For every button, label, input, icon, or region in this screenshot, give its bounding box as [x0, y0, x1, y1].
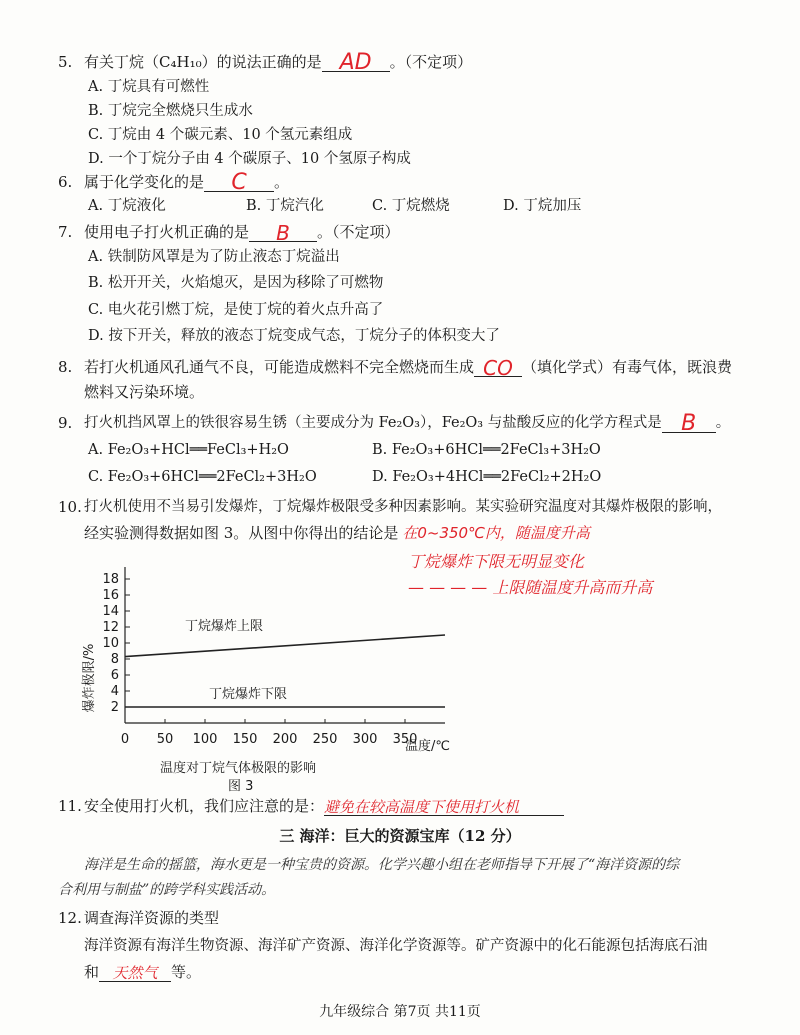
answer-blank	[322, 50, 390, 75]
question-8-continued: 燃料又污染环境。	[84, 383, 205, 401]
option: B. Fe₂O₃+6HCl══2FeCl₃+3H₂O	[372, 442, 601, 458]
handwritten-answer: B	[681, 411, 697, 436]
option: C. 电火花引燃丁烷，是使丁烷的着火点升高了	[88, 302, 384, 318]
option: A. Fe₂O₃+HCl══FeCl₃+H₂O	[88, 442, 289, 458]
chart-title: 温度对丁烷气体极限的影响	[160, 761, 317, 775]
question-number: 6.	[58, 173, 73, 191]
x-tick-label: 300	[352, 732, 378, 747]
question-text: 有关丁烷（C₄H₁₀）的说法正确的是	[84, 53, 322, 71]
x-tick-label: 100	[192, 732, 218, 747]
y-tick-label: 18	[102, 572, 119, 587]
question-7-stem: 使用电子打火机正确的是 B 。（不定项）	[84, 221, 400, 245]
handwritten-answer-line-3: — — — — 上限随温度升高而升高	[408, 578, 653, 597]
series-line	[125, 635, 445, 657]
handwritten-answer: B	[276, 221, 290, 245]
y-tick-label: 8	[110, 652, 119, 667]
question-12-text-2: 和 天然气 等。	[84, 963, 202, 982]
handwritten-answer: 天然气	[112, 964, 158, 982]
question-5-stem: 有关丁烷（C₄H₁₀）的说法正确的是 AD 。（不定项）	[84, 50, 473, 75]
y-tick-label: 2	[110, 700, 119, 715]
x-tick-label: 0	[120, 732, 130, 747]
series-labels	[185, 618, 287, 702]
question-12-title: 调查海洋资源的类型	[84, 909, 220, 927]
question-number: 12.	[58, 909, 82, 927]
x-tick-label: 250	[312, 732, 338, 747]
section-intro-2: 合利用与制盐”的跨学科实践活动。	[58, 882, 276, 898]
y-tick-label: 12	[102, 620, 119, 635]
x-tick-label: 50	[156, 732, 174, 747]
explosion-limit-chart	[75, 560, 475, 775]
handwritten-answer: CO	[483, 356, 513, 380]
option: D. 按下开关，释放的液态丁烷变成气态，丁烷分子的体积变大了	[88, 328, 500, 344]
x-tick-label: 350	[392, 732, 418, 747]
page-footer: 九年级综合 第7页 共11页	[319, 1004, 481, 1020]
option: C. 丁烷由 4 个碳元素、10 个氢元素组成	[88, 127, 353, 143]
option: B. 丁烷完全燃烧只生成水	[88, 103, 253, 119]
y-tick-label: 14	[102, 604, 119, 619]
y-ticks	[102, 572, 130, 715]
option: C. Fe₂O₃+6HCl══2FeCl₂+3H₂O	[88, 469, 317, 485]
question-10-stem: 打火机使用不当易引发爆炸，丁烷爆炸极限受多种因素影响。某实验研究温度对其爆炸极限的影响，	[84, 499, 722, 515]
question-number: 8.	[58, 358, 73, 376]
x-tick-label: 200	[272, 732, 298, 747]
answer-blank	[204, 170, 274, 195]
question-number: 5.	[58, 53, 73, 71]
question-number: 10.	[58, 498, 82, 516]
section-intro: 海洋是生命的摇篮，海水更是一种宝贵的资源。化学兴趣小组在老师指导下开展了“海洋资源的综	[84, 857, 680, 873]
answer-blank	[99, 963, 171, 982]
answer-blank	[249, 221, 317, 245]
section-title: 三 海洋：巨大的资源宝库（12 分）	[279, 827, 521, 845]
option: D. Fe₂O₃+4HCl══2FeCl₂+2H₂O	[372, 469, 602, 485]
handwritten-answer-line-2: 丁烷爆炸下限无明显变化	[408, 552, 585, 571]
x-tick-label: 150	[232, 732, 258, 747]
y-axis-label: 爆炸极限/%	[82, 643, 97, 713]
handwritten-answer: AD	[339, 50, 372, 75]
y-tick-label: 10	[102, 636, 119, 651]
answer-blank	[662, 411, 716, 436]
option: C. 丁烷燃烧	[372, 198, 450, 214]
handwritten-answer: 避免在较高温度下使用打火机	[324, 798, 520, 816]
question-number: 11.	[58, 797, 82, 815]
option: A. 铁制防风罩是为了防止液态丁烷溢出	[88, 249, 340, 265]
option: B. 松开开关，火焰熄灭，是因为移除了可燃物	[88, 275, 384, 291]
option: A. 丁烷液化	[88, 198, 166, 214]
option: B. 丁烷汽化	[246, 198, 324, 214]
handwritten-answer: 在0~350℃内，随温度升高	[402, 524, 590, 542]
handwritten-answer: C	[231, 170, 247, 195]
y-tick-label: 16	[102, 588, 119, 603]
answer-blank	[474, 356, 522, 380]
question-6-stem: 属于化学变化的是 C 。	[84, 170, 290, 195]
question-number: 9.	[58, 414, 73, 432]
option: D. 一个丁烷分子由 4 个碳原子、10 个氢原子构成	[88, 151, 411, 167]
question-9-stem: 打火机挡风罩上的铁很容易生锈（主要成分为 Fe₂O₃），Fe₂O₃ 与盐酸反应的化学方程式是 B 。	[84, 411, 731, 436]
figure-caption: 图 3	[228, 779, 254, 794]
series-label: 丁烷爆炸下限	[209, 687, 288, 703]
y-tick-label: 6	[110, 668, 119, 683]
option: D. 丁烷加压	[503, 198, 582, 214]
question-11-stem: 安全使用打火机，我们应注意的是：避免在较高温度下使用打火机	[84, 796, 564, 816]
y-tick-label: 4	[110, 684, 119, 699]
answer-blank	[324, 797, 564, 816]
question-number: 7.	[58, 223, 73, 241]
question-12-text: 海洋资源有海洋生物资源、海洋矿产资源、海洋化学资源等。矿产资源中的化石能源包括海底石油	[84, 938, 708, 954]
option: A. 丁烷具有可燃性	[88, 79, 210, 95]
x-axis-label: 温度/℃	[405, 739, 450, 754]
question-8-stem: 若打火机通风孔通气不良，可能造成燃料不完全燃烧而生成 CO （填化学式）有毒气体，既浪费	[84, 356, 733, 380]
question-10-stem-2: 经实验测得数据如图 3。从图中你得出的结论是 在0~350℃内，随温度升高	[84, 524, 590, 542]
series-label: 丁烷爆炸上限	[185, 619, 264, 635]
